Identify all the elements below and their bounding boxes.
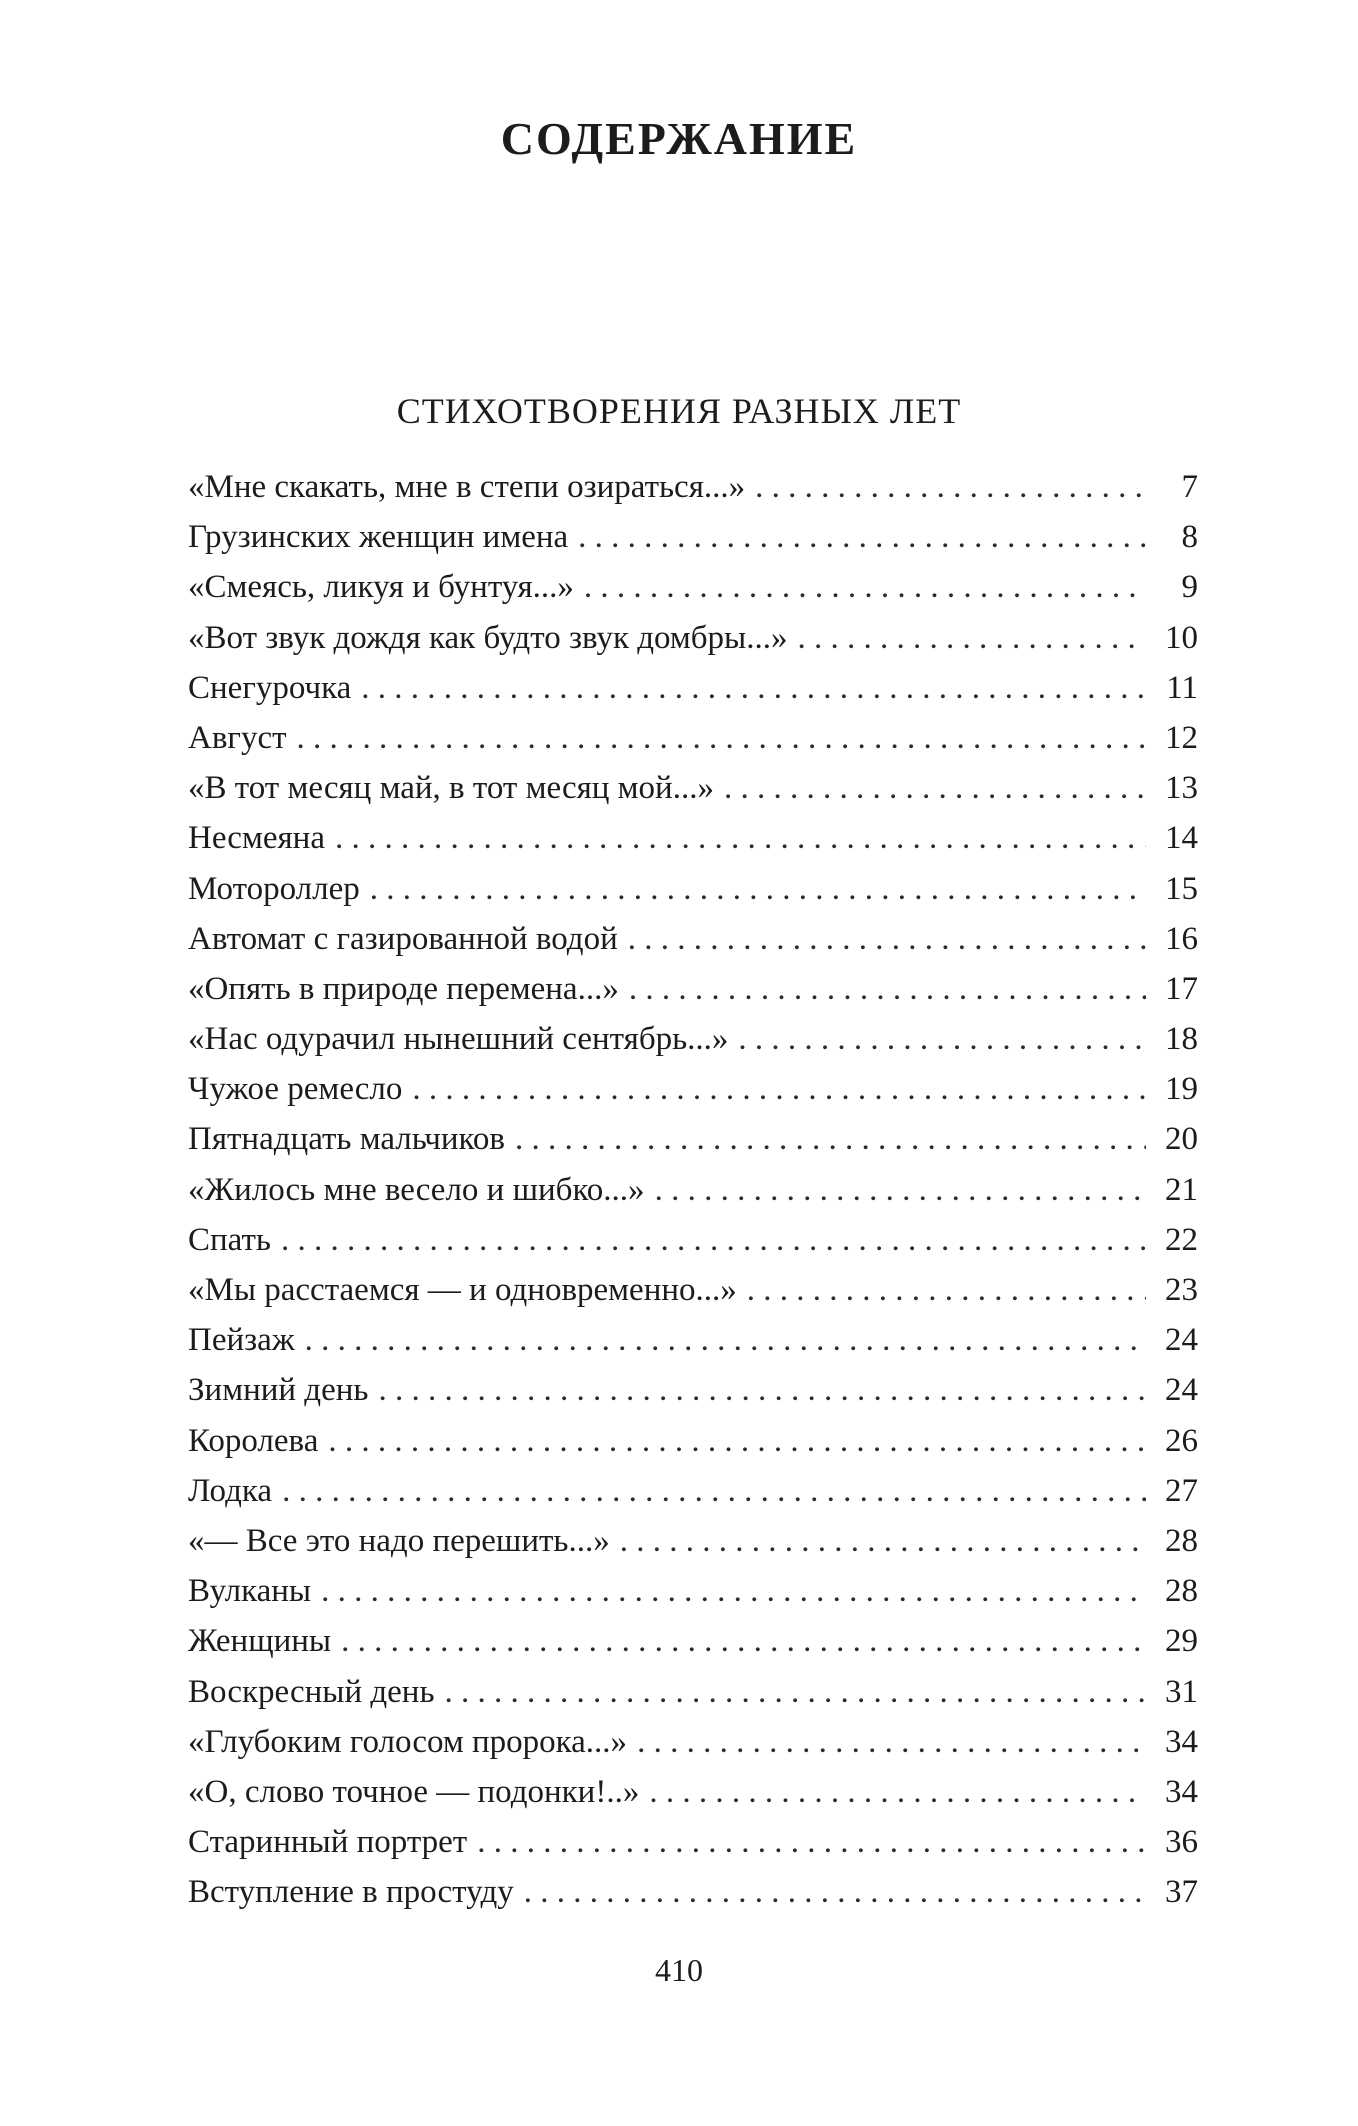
dot-leader (620, 1516, 1146, 1566)
toc-entry (188, 1165, 1198, 1215)
toc-entry (188, 1365, 1198, 1415)
toc-entry-page: 12 (1165, 719, 1198, 756)
toc-entry (188, 1064, 1198, 1114)
toc-entry-page: 36 (1165, 1824, 1198, 1861)
dot-leader (649, 1767, 1146, 1817)
toc-entry-title: Старинный портрет (188, 1824, 468, 1861)
toc-entry (188, 1315, 1198, 1365)
toc-entry (188, 964, 1198, 1014)
toc-entry (188, 663, 1198, 713)
toc-entry (188, 1667, 1198, 1717)
toc-entry-title: Спать (188, 1221, 271, 1258)
toc-entry (188, 1616, 1198, 1666)
toc-entry-title: «— Все это надо перешить...» (188, 1522, 610, 1559)
table-of-contents (188, 462, 1198, 1917)
toc-entry-title: «Опять в природе перемена...» (188, 970, 619, 1007)
toc-entry (188, 1466, 1198, 1516)
toc-entry (188, 562, 1198, 612)
toc-entry-page: 26 (1165, 1422, 1198, 1459)
toc-entry (188, 914, 1198, 964)
dot-leader (524, 1867, 1146, 1917)
toc-entry-page: 18 (1165, 1021, 1198, 1058)
toc-entry-page: 7 (1181, 469, 1198, 505)
toc-entry-title: Женщины (188, 1623, 332, 1660)
toc-entry-title: Лодка (188, 1472, 273, 1509)
toc-entry-page: 14 (1165, 820, 1198, 857)
toc-entry (188, 1215, 1198, 1265)
toc-entry-title: Несмеяна (188, 820, 325, 857)
dot-leader (335, 813, 1146, 863)
toc-entry-page: 34 (1165, 1723, 1198, 1760)
dot-leader (297, 713, 1146, 763)
dot-leader (738, 1014, 1146, 1064)
toc-entry-page: 24 (1165, 1322, 1198, 1359)
toc-entry-page: 16 (1165, 920, 1198, 957)
toc-entry (188, 1416, 1198, 1466)
dot-leader (361, 663, 1146, 713)
toc-entry-title: Воскресный день (188, 1673, 435, 1710)
toc-entry-title: Вступление в простуду (188, 1874, 514, 1911)
toc-entry (188, 1114, 1198, 1164)
toc-entry-page: 15 (1165, 870, 1198, 907)
toc-entry-title: Мотороллер (188, 870, 360, 907)
dot-leader (281, 1215, 1146, 1265)
dot-leader (747, 1265, 1146, 1315)
toc-entry-title: Снегурочка (188, 669, 352, 706)
toc-entry-page: 17 (1165, 970, 1198, 1007)
dot-leader (628, 914, 1146, 964)
toc-entry-title: Зимний день (188, 1372, 369, 1409)
toc-entry-page: 23 (1165, 1272, 1198, 1308)
toc-entry-title: «Мы расстаемся — и одновременно...» (188, 1272, 737, 1308)
toc-entry (188, 1717, 1198, 1767)
dot-leader (655, 1165, 1146, 1215)
toc-entry-title: «Вот звук дождя как будто звук домбры...» (188, 619, 788, 656)
dot-leader (515, 1114, 1146, 1164)
toc-entry-page: 27 (1165, 1472, 1198, 1509)
toc-entry-page: 22 (1165, 1221, 1198, 1258)
toc-entry-page: 28 (1165, 1522, 1198, 1559)
toc-entry-title: Чужое ремесло (188, 1071, 403, 1108)
dot-leader (412, 1064, 1146, 1114)
dot-leader (321, 1566, 1146, 1616)
toc-entry-title: «Нас одурачил нынешний сентябрь...» (188, 1021, 729, 1058)
toc-entry (188, 512, 1198, 562)
toc-entry (188, 1014, 1198, 1064)
dot-leader (629, 964, 1146, 1014)
dot-leader (578, 512, 1146, 562)
toc-entry-page: 28 (1165, 1573, 1198, 1610)
toc-entry-page: 29 (1165, 1623, 1198, 1660)
toc-entry-page: 24 (1165, 1372, 1198, 1409)
dot-leader (755, 462, 1146, 512)
page-title: СОДЕРЖАНИЕ (500, 113, 858, 164)
toc-entry-title: «Глубоким голосом пророка...» (188, 1723, 628, 1760)
toc-entry-title: Пятнадцать мальчиков (188, 1121, 505, 1158)
section-title: СТИХОТВОРЕНИЯ РАЗНЫХ ЛЕТ (396, 391, 962, 431)
toc-entry-page: 13 (1165, 770, 1198, 807)
toc-entry-title: Август (188, 719, 287, 756)
toc-entry-page: 31 (1165, 1673, 1198, 1710)
toc-entry (188, 1867, 1198, 1917)
toc-entry-page: 11 (1166, 669, 1198, 706)
toc-entry-title: «В тот месяц май, в тот месяц мой...» (188, 770, 714, 807)
dot-leader (477, 1817, 1146, 1867)
toc-entry (188, 1265, 1198, 1315)
dot-leader (341, 1616, 1146, 1666)
dot-leader (282, 1466, 1146, 1516)
toc-entry (188, 1767, 1198, 1817)
toc-entry-title: Грузинских женщин имена (188, 519, 569, 556)
toc-entry-title: «О, слово точное — подонки!..» (188, 1773, 640, 1810)
dot-leader (724, 763, 1146, 813)
toc-entry-page: 21 (1165, 1171, 1198, 1208)
dot-leader (378, 1365, 1146, 1415)
dot-leader (370, 864, 1146, 914)
dot-leader (445, 1667, 1146, 1717)
toc-entry-page: 9 (1181, 569, 1198, 606)
toc-entry-title: «Смеясь, ликуя и бунтуя...» (188, 569, 574, 606)
toc-entry (188, 1566, 1198, 1616)
toc-entry-page: 34 (1165, 1773, 1198, 1810)
toc-entry (188, 462, 1198, 512)
toc-entry-title: «Мне скакать, мне в степи озираться...» (188, 469, 746, 505)
toc-entry-page: 8 (1181, 519, 1198, 556)
toc-entry-page: 19 (1165, 1071, 1198, 1108)
toc-entry (188, 613, 1198, 663)
toc-entry (188, 1516, 1198, 1566)
toc-entry-page: 10 (1165, 619, 1198, 656)
toc-entry-page: 20 (1165, 1121, 1198, 1158)
toc-entry (188, 713, 1198, 763)
toc-entry (188, 813, 1198, 863)
toc-entry (188, 864, 1198, 914)
page-number: 410 (655, 1952, 703, 1988)
dot-leader (584, 562, 1146, 612)
toc-entry-title: Автомат с газированной водой (188, 920, 618, 957)
dot-leader (328, 1416, 1146, 1466)
toc-entry (188, 763, 1198, 813)
dot-leader (305, 1315, 1146, 1365)
dot-leader (797, 613, 1146, 663)
toc-entry (188, 1817, 1198, 1867)
toc-entry-title: «Жилось мне весело и шибко...» (188, 1171, 645, 1208)
toc-entry-title: Королева (188, 1422, 319, 1459)
dot-leader (637, 1717, 1146, 1767)
toc-entry-title: Вулканы (188, 1573, 312, 1610)
toc-entry-title: Пейзаж (188, 1322, 295, 1359)
toc-entry-page: 37 (1165, 1874, 1198, 1911)
